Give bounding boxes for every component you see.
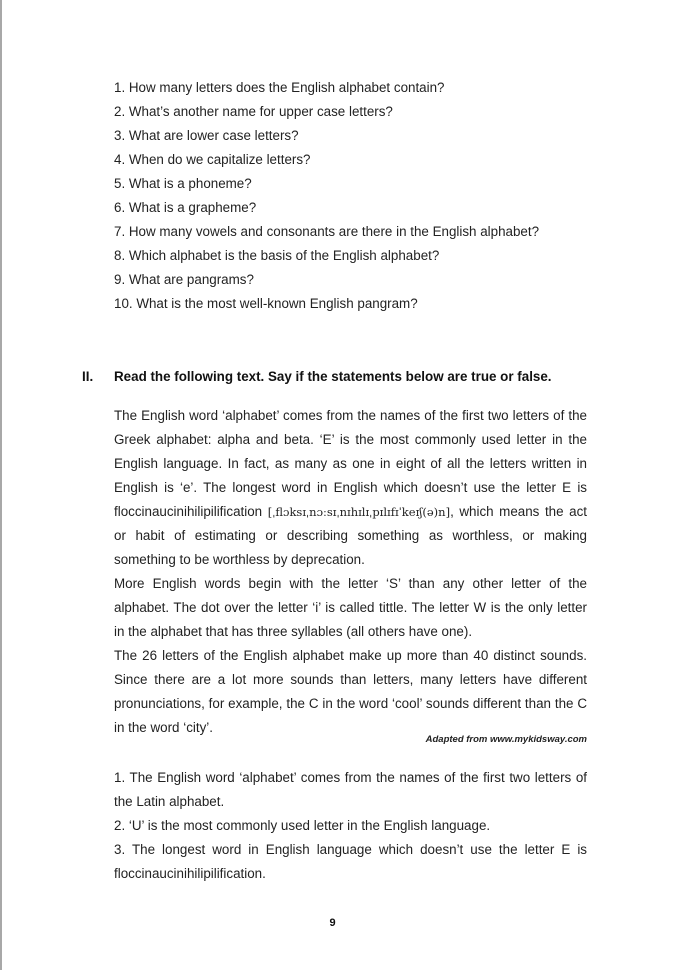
passage-paragraph: The 26 letters of the English alphabet make up more than 40 distinct sounds. Since there are a lot more sounds than letters, many letters have different pronunciations, for example, the C in the word ‘cool’ sounds different than the C in the word ‘city’. (114, 648, 587, 735)
passage-paragraph (114, 404, 587, 572)
question-item: 2. What’s another name for upper case letters? (114, 104, 393, 119)
section-number: II. (82, 369, 94, 384)
comprehension-questions (114, 76, 587, 316)
statement-item: 1. The English word ‘alphabet’ comes from the names of the first two letters of the Latin alphabet. (114, 770, 587, 809)
passage-text: , which means the act or habit of estimating or describing something as worthless, or making something to be worthless by deprecation. (114, 504, 587, 567)
question-item: 7. How many vowels and consonants are there in the English alphabet? (114, 224, 540, 239)
page-edge-border (0, 0, 2, 970)
passage-text: The English word ‘alphabet’ comes from the names of the first two letters of the Greek alphabet: alpha and beta. ‘E’ is the most commonly used letter in the English language. In fact, as many as one in eight of all the letters written in English is ‘e’. The longest word in English which doesn’t use the letter E is floccinaucinihilipilification (114, 408, 587, 519)
question-item: 5. What is a phoneme? (114, 176, 252, 191)
true-false-statements (114, 766, 587, 886)
question-item: 9. What are pangrams? (114, 272, 254, 287)
statement-item: 3. The longest word in English language which doesn’t use the letter E is floccinaucinihilipilification. (114, 842, 587, 881)
section-instruction: Read the following text. Say if the statements below are true or false. (114, 369, 552, 384)
question-item: 1. How many letters does the English alphabet contain? (114, 80, 445, 95)
statement-item: 2. ‘U’ is the most commonly used letter in the English language. (114, 818, 491, 833)
reading-passage (114, 404, 587, 740)
question-list (114, 76, 587, 316)
phonetic-transcription: [ˌflɔksɪˌnɔːsɪˌnɪhɪlɪˌpɪlɪfɪˈkeɪʃ(ə)n] (267, 505, 451, 519)
page-number: 9 (329, 917, 336, 929)
question-item: 3. What are lower case letters? (114, 128, 299, 143)
question-item: 4. When do we capitalize letters? (114, 152, 311, 167)
question-item: 10. What is the most well-known English pangram? (114, 296, 418, 311)
passage-paragraph: More English words begin with the letter ‘S’ than any other letter of the alphabet. The dot over the letter ‘i’ is called tittle. The letter W is the only letter in the alphabet that has three syllables (all others have one). (114, 576, 587, 639)
question-item: 6. What is a grapheme? (114, 200, 257, 215)
source-attribution: Adapted from www.mykidsway.com (425, 734, 587, 745)
question-item: 8. Which alphabet is the basis of the English alphabet? (114, 248, 440, 263)
